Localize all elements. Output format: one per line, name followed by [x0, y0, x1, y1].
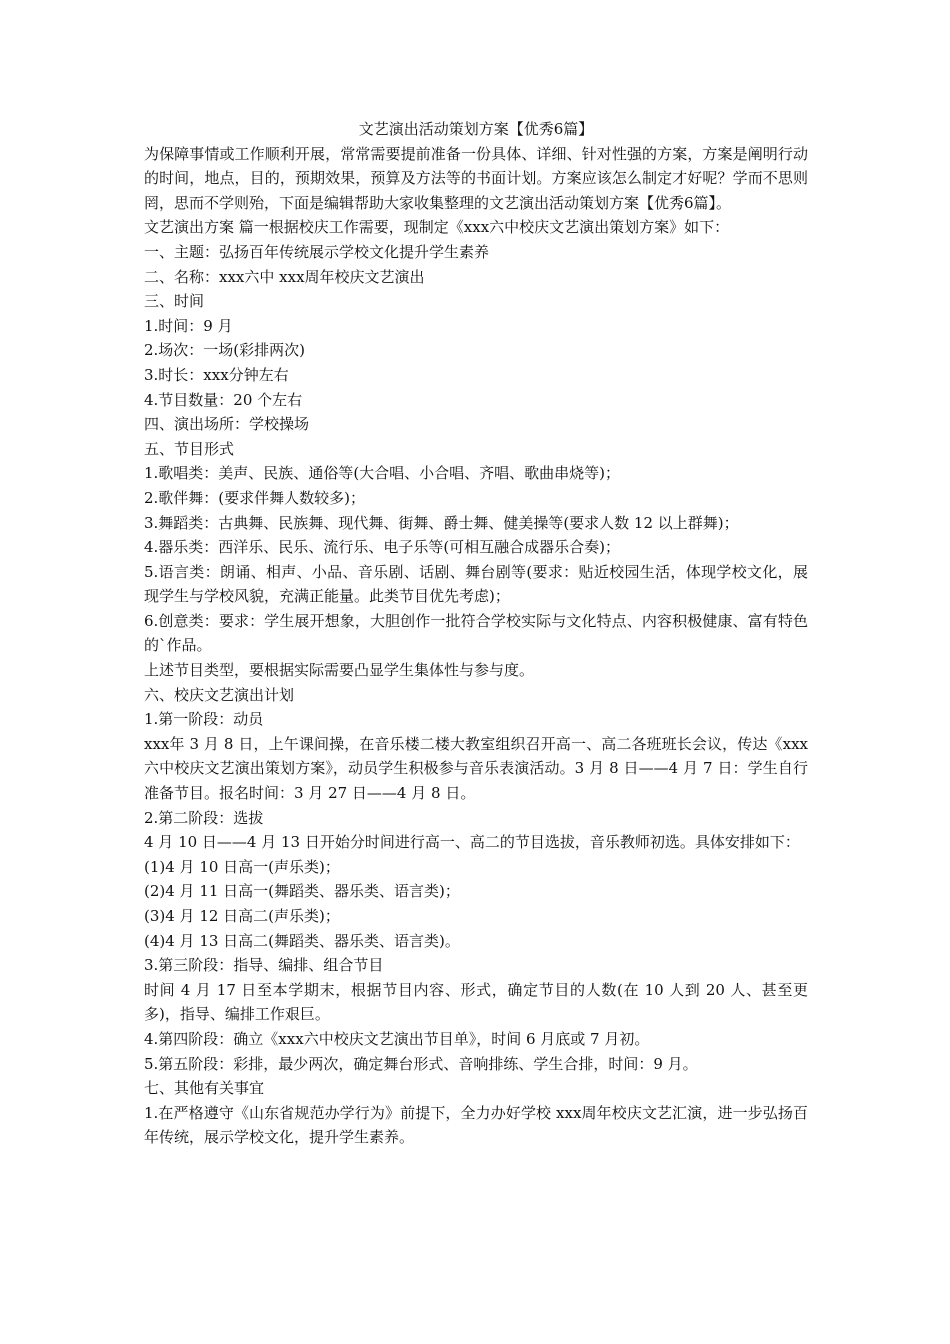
paragraph-forms-heading: 五、节目形式 [144, 439, 235, 458]
paragraph-program-count: 4.节目数量：20 个左右 [144, 390, 303, 409]
paragraph-singing: 1.歌唱类：美声、民族、通俗等(大合唱、小合唱、齐唱、歌曲串烧等)； [144, 464, 621, 483]
paragraph-language: 5.语言类：朗诵、相声、小品、音乐剧、话剧、舞台剧等(要求：贴近校园生活，体现学校文化，展现学生与学校风貌，充满正能量。此类节目优先考虑)； [144, 562, 808, 606]
paragraph-intro: 为保障事情或工作顺利开展，常常需要提前准备一份具体、详细、针对性强的方案，方案是阐明行动的时间，地点，目的，预期效果，预算及方法等的书面计划。方案应该怎么制定才好呢？学而不思则罔，思而不学则殆，下面是编辑帮助大家收集整理的文艺演出活动策划方案【优秀6篇】。 [144, 144, 808, 212]
paragraph-schedule-1: (1)4 月 10 日高一(声乐类)； [144, 857, 340, 876]
paragraph-time: 1.时间：9 月 [144, 316, 233, 335]
paragraph-stage-one: 1.第一阶段：动员 [144, 710, 264, 729]
paragraph-sessions: 2.场次：一场(彩排两次) [144, 341, 306, 360]
document-body [144, 117, 808, 1150]
paragraph-instrumental: 4.器乐类：西洋乐、民乐、流行乐、电子乐等(可相互融合成器乐合奏)； [144, 538, 621, 557]
paragraph-stage-one-detail: xxx年 3 月 8 日，上午课间操，在音乐楼二楼大教室组织召开高一、高二各班班长会议，传达《xxx六中校庆文艺演出策划方案》，动员学生积极参与音乐表演活动。3 月 8 日——4 月 7 日：学生自行准备节目。报名时间：3 月 27 日——4 月 8 日。 [144, 734, 808, 803]
paragraph-stage-three-detail: 时间 4 月 17 日至本学期末，根据节目内容、形式，确定节目的人数(在 10 人到 20 人、甚至更多)，指导、编排工作艰巨。 [144, 980, 808, 1024]
paragraph-creative: 6.创意类：要求：学生展开想象，大胆创作一批符合学校实际与文化特点、内容积极健康、富有特色的`作品。 [144, 611, 808, 655]
paragraph-section-one-header: 文艺演出方案 篇一根据校庆工作需要，现制定《xxx六中校庆文艺演出策划方案》如下： [144, 218, 730, 237]
paragraph-dance: 3.舞蹈类：古典舞、民族舞、现代舞、街舞、爵士舞、健美操等(要求人数 12 以上群舞)； [144, 513, 739, 532]
paragraph-stage-four: 4.第四阶段：确立《xxx六中校庆文艺演出节目单》，时间 6 月底或 7 月初。 [144, 1029, 650, 1048]
paragraph-other-1: 1.在严格遵守《山东省规范办学行为》前提下，全力办好学校 xxx周年校庆文艺汇演，进一步弘扬百年传统，展示学校文化，提升学生素养。 [144, 1103, 808, 1147]
paragraph-song-dance: 2.歌伴舞：(要求伴舞人数较多)； [144, 488, 366, 507]
paragraph-schedule-3: (3)4 月 12 日高二(声乐类)； [144, 907, 340, 925]
paragraph-theme: 一、主题：弘扬百年传统展示学校文化提升学生素养 [144, 242, 490, 261]
document-title: 文艺演出活动策划方案【优秀6篇】 [358, 120, 594, 138]
paragraph-venue: 四、演出场所：学校操场 [144, 415, 310, 434]
paragraph-stage-two: 2.第二阶段：选拔 [144, 808, 264, 827]
paragraph-schedule-4: (4)4 月 13 日高二(舞蹈类、器乐类、语言类)。 [144, 931, 460, 950]
paragraph-duration: 3.时长：xxx分钟左右 [144, 365, 289, 384]
paragraph-stage-two-detail: 4 月 10 日——4 月 13 日开始分时间进行高一、高二的节目选拔，音乐教师初选。具体安排如下： [144, 833, 800, 852]
paragraph-other-heading: 七、其他有关事宜 [144, 1079, 265, 1098]
paragraph-program-note: 上述节目类型，要根据实际需要凸显学生集体性与参与度。 [144, 661, 535, 680]
paragraph-time-heading: 三、时间 [144, 292, 205, 311]
paragraph-stage-five: 5.第五阶段：彩排，最少两次，确定舞台形式、音响排练、学生合排，时间：9 月。 [144, 1054, 698, 1073]
paragraph-plan-heading: 六、校庆文艺演出计划 [144, 685, 295, 704]
paragraph-name: 二、名称：xxx六中 xxx周年校庆文艺演出 [144, 267, 425, 286]
paragraph-schedule-2: (2)4 月 11 日高一(舞蹈类、器乐类、语言类)； [144, 882, 460, 901]
paragraph-stage-three: 3.第三阶段：指导、编排、组合节目 [144, 956, 384, 975]
